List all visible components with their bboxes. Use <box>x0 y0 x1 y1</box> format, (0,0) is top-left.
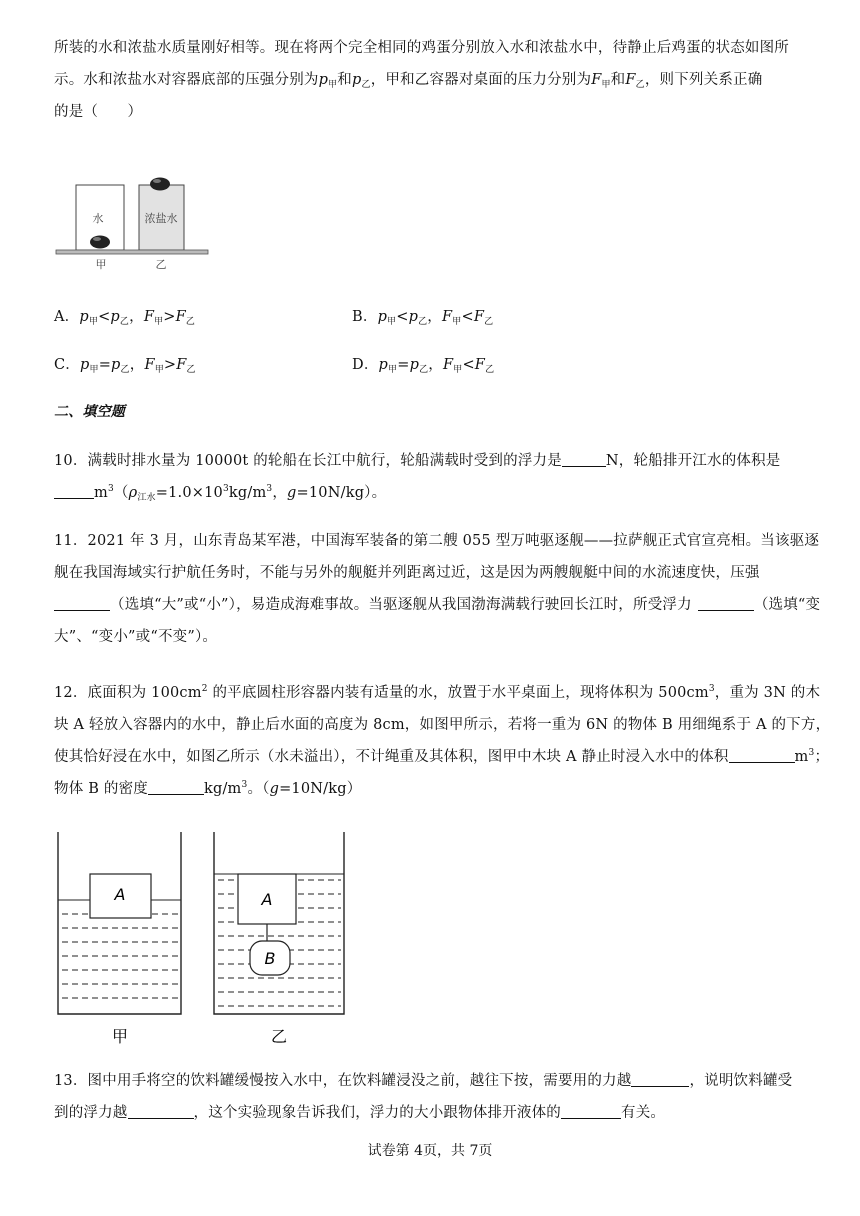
egg-floating <box>150 178 170 191</box>
q13-blank-2[interactable] <box>128 1104 194 1119</box>
q9-line-1: 所装的水和浓盐水质量刚好相等。现在将两个完全相同的鸡蛋分别放入水和浓盐水中，待静止后鸡蛋的状态如图所 <box>54 40 789 56</box>
caption-yi: 乙 <box>155 258 167 271</box>
q10-line-2: $m^3(\rho_{江水}=1.0\times 10^3kg/m^3$，g=10N/kg）。 <box>54 481 386 503</box>
q13-line-1: 13．图中用手将空的饮料罐缓慢按入水中，在饮料罐浸没之前，越往下按，需要用的力越 ，说明饮料罐受 <box>54 1073 793 1089</box>
q12-line-2: 块 A 轻放入容器内的水中，静止后水面的高度为 8cm，如图甲所示，若将一重为 6N 的物体 B 用细绳系于 A 的下方， <box>54 717 831 733</box>
caption-jia-2: 甲 <box>111 1027 129 1046</box>
table-surface <box>56 250 208 254</box>
q12-line-4: 物体 B 的密度 $kg/m^3$。（g=10N/kg） <box>54 780 362 797</box>
q10-line-1: 10．满载时排水量为 10000t 的轮船在长江中航行，轮船满载时受到的浮力是 N，轮船排开江水的体积是 <box>54 453 781 469</box>
water-label: 水 <box>92 212 104 225</box>
q12-line-1: 12．底面积为 $100cm^2$ 的平底圆柱形容器内装有适量的水，放置于水平桌面上，现将体积为 $500cm^3$，重为 3N 的木 <box>54 684 821 701</box>
q12-blank-1[interactable] <box>729 748 795 763</box>
q13-blank-1[interactable] <box>631 1072 689 1087</box>
container-yi <box>214 832 344 1014</box>
page-footer: 试卷第 4页，共 7页 <box>367 1143 493 1159</box>
q10-blank-2[interactable] <box>54 484 94 499</box>
q13-blank-3[interactable] <box>561 1104 621 1119</box>
caption-yi-2: 乙 <box>270 1027 288 1046</box>
q11-line-2: 舰在我国海域实行护航任务时，不能与另外的舰艇并列距离过近，这是因为两艘舰艇中间的水流速度快，压强 <box>54 565 760 581</box>
q13-line-2: 到的浮力越 ，这个实验现象告诉我们，浮力的大小跟物体排开液体的 有关。 <box>54 1105 666 1121</box>
option-b[interactable]: B．$p_甲<p_乙$，$F_甲<F_乙$ <box>352 309 494 327</box>
caption-jia: 甲 <box>95 258 107 271</box>
q11-blank-1[interactable] <box>54 596 110 611</box>
section-heading: 二、填空题 <box>54 404 125 420</box>
option-a[interactable]: A．$p_甲<p_乙$，$F_甲>F_乙$ <box>54 309 196 327</box>
block-a-label-yi: A <box>261 890 273 909</box>
q11-blank-2[interactable] <box>698 596 754 611</box>
q9-line-2: 示。水和浓盐水对容器底部的压强分别为$p_甲$和$p_乙$，甲和乙容器对桌面的压力分别为$F_甲$和$F_乙$，则下列关系正确 <box>54 72 763 90</box>
container-jia <box>58 832 181 1014</box>
block-b-label: B <box>264 949 276 968</box>
option-d[interactable]: D．$p_甲=p_乙$，$F_甲<F_乙$ <box>352 357 495 375</box>
q12-blank-2[interactable] <box>148 780 204 795</box>
q11-line-4: 大”、“变小”或“不变”）。 <box>54 629 218 645</box>
blocks-figure <box>54 828 354 1050</box>
egg-containers-figure <box>54 172 214 272</box>
q11-line-1: 11．2021 年 3 月，山东青岛某军港，中国海军装备的第二艘 055 型万吨驱逐舰——拉萨舰正式官宣亮相。当该驱逐 <box>54 533 820 549</box>
option-c[interactable]: C．$p_甲=p_乙$，$F_甲>F_乙$ <box>54 357 196 375</box>
q10-blank-1[interactable] <box>562 452 606 467</box>
q9-line-3: 的是（ ） <box>54 104 143 120</box>
egg-sinking <box>90 236 110 249</box>
q12-line-3: 使其恰好浸在水中，如图乙所示（水未溢出），不计绳重及其体积，图甲中木块 A 静止时浸入水中的体积 $m^3$； <box>54 748 830 765</box>
salt-water-label: 浓盐水 <box>144 212 178 225</box>
q11-line-3: （选填“大”或“小”），易造成海难事故。当驱逐舰从我国渤海满载行驶回长江时，所受浮力 （选填“变 <box>54 593 820 614</box>
block-a-label: A <box>114 885 126 904</box>
